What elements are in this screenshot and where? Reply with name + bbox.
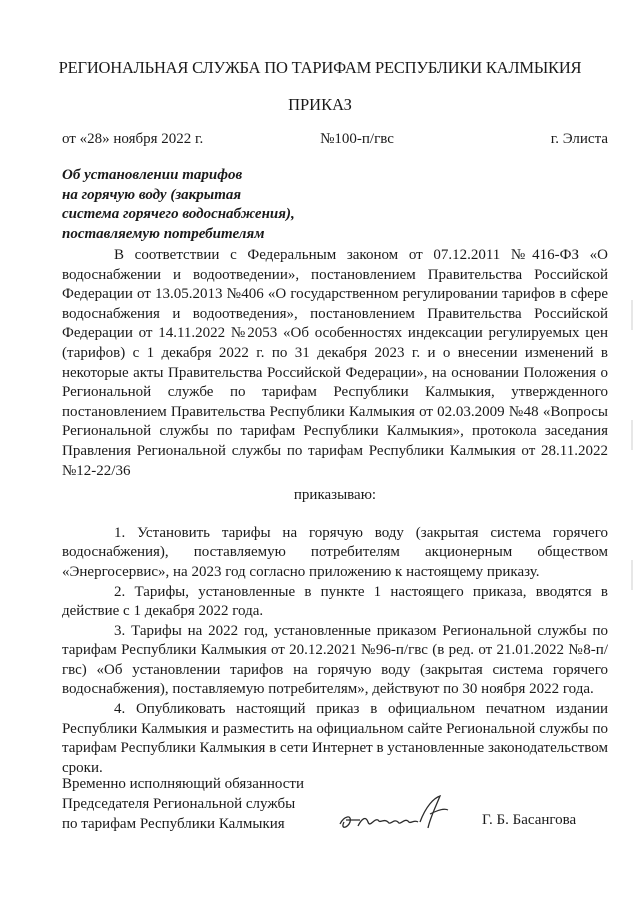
scan-margin-marks [630,300,634,700]
subject-line: поставляемую потребителям [62,225,265,242]
subject-line: Об установлении тарифов [62,167,243,183]
subject-line: на горячую воду (закрытая [62,186,242,203]
signatory-name: Г. Б. Басангова [482,812,577,828]
order-directive: приказываю: [293,487,377,504]
order-body [62,246,608,778]
subject-line: система горячего водоснабжения), [62,206,295,222]
document-meta-row [62,131,608,148]
position-line: Председателя Региональной службы [62,796,296,812]
handwritten-signature [330,792,460,840]
order-subject [62,166,362,244]
order-item: 2. Тарифы, установленные в пункте 1 настоящего приказа, вводятся в действие с 1 декабря 2022 года. [62,583,608,620]
order-number: №100-п/гвс [320,131,394,147]
preamble-paragraph: В соответствии с Федеральным законом от 07.12.2011 №416-ФЗ «О водоснабжении и водоотведении», постановлением Правительства Российской Федерации от 13.05.2013 №406 «О государственном регулировании тарифов в сфере водоснабжения и водоотведения», постановлением Правительства Российской Федерации от 14.11.2022 №2053 «Об особенностях индексации регулируемых цен (тарифов) с 1 декабря 2022 г. по 31 декабря 2023 г. и о внесении изменений в некоторые акты Правительства Российской Федерации», на основании Положения о Региональной службе по тарифам Республики Калмыкия, утвержденного постановлением Правительства Республики Калмыкия от 02.03.2009 №48 «Вопросы Региональной службы по тарифам Республики Калмыкия», протокола заседания Правления Региональной службы по тарифам Республики Калмыкия от 28.11.2022 №12-22/36 [62,247,608,479]
order-city: г. Элиста [550,131,608,147]
agency-name: РЕГИОНАЛЬНАЯ СЛУЖБА ПО ТАРИФАМ РЕСПУБЛИКИ КАЛМЫКИЯ [58,58,582,77]
position-line: Временно исполняющий обязанности [62,776,305,792]
order-item: 4. Опубликовать настоящий приказ в официальном печатном издании Республики Калмыкия и разместить на официальном сайте Региональной службы по тарифам Республики Калмыкия в сети Интернет в установленные законодательством сроки. [62,701,608,776]
order-date: от «28» ноября 2022 г. [62,131,204,147]
position-line: по тарифам Республики Калмыкия [62,816,285,832]
document-type: ПРИКАЗ [288,95,352,114]
signatory-position [62,774,304,834]
order-item: 1. Установить тарифы на горячую воду (закрытая система горячего водоснабжения), поставляемую потребителям акционерным обществом «Энергосервис», на 2023 год согласно приложению к настоящему приказу. [62,524,608,580]
order-item: 3. Тарифы на 2022 год, установленные приказом Региональной службы по тарифам Республики Калмыкия от 20.12.2021 №96-п/гвс (в ред. от 21.01.2022 №8-п/гвс) «Об установлении тарифов на горячую воду (закрытая система горячего водоснабжения), поставляемую потребителям», действуют по 30 ноября 2022 года. [62,622,608,698]
